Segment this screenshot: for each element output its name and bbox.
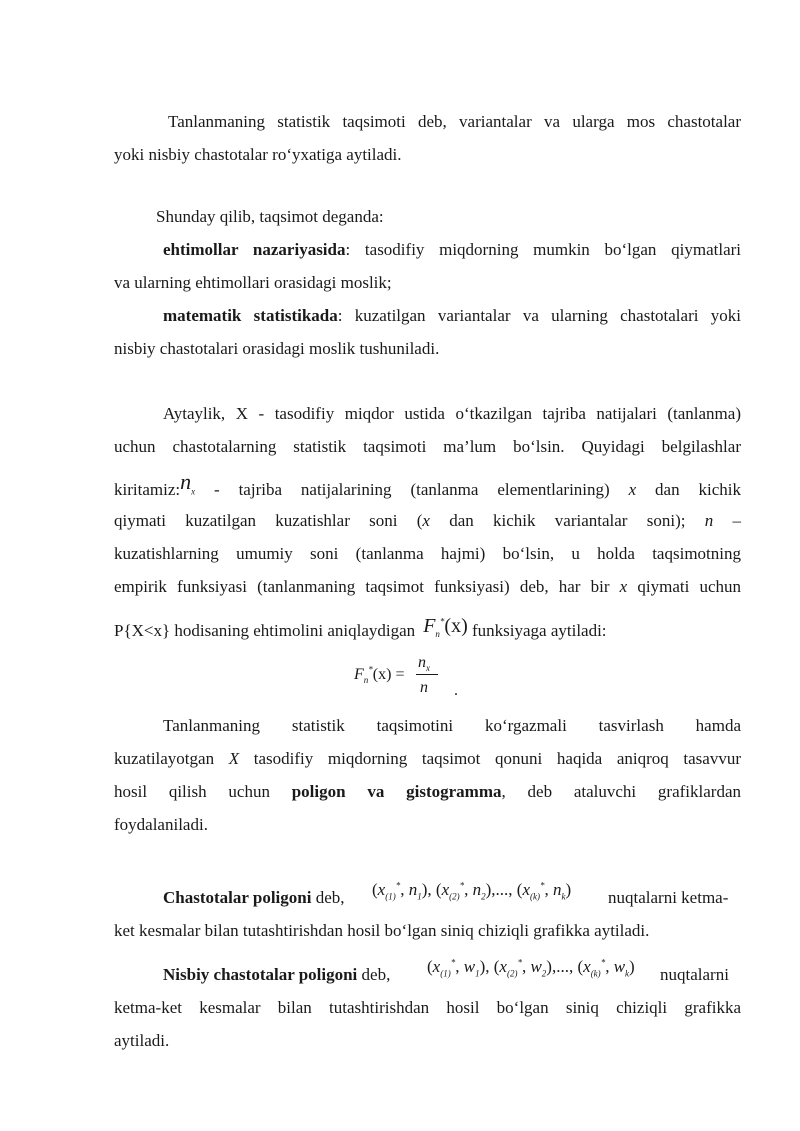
- paragraph-8-line-2: [114, 998, 741, 1018]
- text: empirik funksiyasi (tanlanmaning taqsimot funksiyasi) deb, har bir: [114, 577, 620, 596]
- paragraph-4-line-2: [114, 339, 439, 359]
- text: nuqtalarni: [660, 965, 729, 984]
- relative-frequency-points: ($x_{(1)}^*$, $w_1$), ($x_{(2)}^*$, $w_2$),..., ($x_{(k)}^*$, $w_k$): [427, 957, 635, 979]
- paragraph-3-line-2: [114, 273, 392, 293]
- text: ket kesmalar bilan tutashtirishdan hosil bo‘lgan siniq chiziqli grafikka aytiladi.: [114, 921, 650, 940]
- text: deb,: [357, 965, 391, 984]
- var-x: x: [422, 511, 430, 530]
- text: aytiladi.: [114, 1031, 170, 1050]
- bold-term: ehtimollar nazariyasida: [163, 240, 346, 259]
- text: kuzatilayotgan: [114, 749, 229, 768]
- fraction-bar: [416, 674, 438, 675]
- var-n: n: [704, 511, 714, 530]
- bold-term: Nisbiy chastotalar poligoni: [163, 965, 358, 984]
- text: : kuzatilgan variantalar va ularning chastotalari yoki: [337, 306, 741, 325]
- var-x: x: [619, 577, 628, 596]
- text: dan kichik: [636, 480, 741, 499]
- text: P{X<x} hodisaning ehtimolini aniqlaydigan: [114, 621, 416, 640]
- paragraph-7-line-1-end: [608, 888, 728, 908]
- paragraph-5-line-4: [114, 511, 741, 531]
- paragraph-1-line-2: [114, 145, 402, 165]
- paragraph-7-line-2: [114, 921, 649, 941]
- text: Tanlanmaning statistik taqsimotini ko‘rgazmali tasvirlash hamda: [163, 716, 741, 735]
- frequency-points: ($x_{(1)}^*$, $n_1$), ($x_{(2)}^*$, $n_2$),..., ($x_{(k)}^*$, $n_k$): [372, 880, 572, 902]
- text: Aytaylik, X - tasodifiy miqdor ustida o‘tkazilgan tajriba natijalari (tanlanma): [163, 404, 741, 423]
- paragraph-6-line-1: [163, 716, 741, 736]
- paragraph-6-line-3: [114, 782, 741, 802]
- formula-lhs: $F_n^*(x)$ =: [354, 664, 405, 686]
- text: foydalaniladi.: [114, 815, 208, 834]
- bold-term: poligon va gistogramma: [291, 782, 502, 801]
- text: qiymati uchun: [627, 577, 742, 596]
- text: kuzatishlarning umumiy soni (tanlanma hajmi) bo‘lsin, u holda taqsimotning: [114, 544, 741, 563]
- text: funksiyaga aytiladi:: [467, 621, 607, 640]
- text: kiritamiz:: [114, 480, 181, 499]
- paragraph-6-line-2: [114, 749, 741, 769]
- formula-period: .: [454, 682, 458, 699]
- text: dan kichik variantalar soni);: [429, 511, 705, 530]
- paragraph-1-line-1: [168, 112, 741, 132]
- paragraph-5-line-5: [114, 544, 741, 564]
- text: qiymati kuzatilgan kuzatishlar soni (: [114, 511, 423, 530]
- text: , deb ataluvchi grafiklardan: [501, 782, 741, 801]
- paragraph-3-line-1: [163, 240, 741, 260]
- paragraph-5-line-3: [114, 469, 741, 500]
- paragraph-8-line-3: [114, 1031, 169, 1051]
- paragraph-2-line-1: [156, 207, 384, 227]
- paragraph-8-line-1-end: [660, 965, 729, 985]
- text: Tanlanmaning statistik taqsimoti deb, variantalar va ularga mos chastotalar: [168, 112, 741, 131]
- formula-numerator: $n_x$: [418, 654, 430, 674]
- empirical-function-symbol: $F_n^*(x)$: [423, 615, 468, 639]
- paragraph-6-line-4: [114, 815, 208, 835]
- text: deb,: [311, 888, 345, 907]
- formula-denominator: n: [420, 679, 428, 696]
- paragraph-5-line-1: [163, 404, 741, 424]
- text: uchun chastotalarning statistik taqsimoti ma’lum bo‘lsin. Quyidagi belgilashlar: [114, 437, 741, 456]
- text: tasodifiy miqdorning taqsimot qonuni haqida aniqroq tasavvur: [239, 749, 741, 768]
- paragraph-5-line-2: [114, 437, 741, 457]
- paragraph-5-line-6: [114, 577, 741, 597]
- text: - tajriba natijalarining (tanlanma elementlarining): [195, 480, 629, 499]
- bold-term: matematik statistikada: [163, 306, 338, 325]
- paragraph-4-line-1: [163, 306, 741, 326]
- var-X: X: [228, 749, 240, 768]
- text: Shunday qilib, taqsimot deganda:: [156, 207, 384, 226]
- text: hosil qilish uchun: [114, 782, 292, 801]
- bold-term: Chastotalar poligoni: [163, 888, 312, 907]
- text: nisbiy chastotalari orasidagi moslik tushuniladi.: [114, 339, 440, 358]
- text: ketma-ket kesmalar bilan tutashtirishdan hosil bo‘lgan siniq chiziqli grafikka: [114, 998, 741, 1017]
- nx-symbol: $n_x$: [180, 469, 196, 497]
- text: yoki nisbiy chastotalar ro‘yxatiga aytiladi.: [114, 145, 402, 164]
- paragraph-7-line-1: [163, 888, 345, 908]
- text: –: [713, 511, 742, 530]
- text: nuqtalarni ketma-: [608, 888, 729, 907]
- text: : tasodifiy miqdorning mumkin bo‘lgan qiymatlari: [345, 240, 742, 259]
- paragraph-5-line-7: [114, 615, 607, 641]
- var-x: x: [628, 480, 637, 499]
- paragraph-8-line-1: [163, 965, 390, 985]
- text: va ularning ehtimollari orasidagi moslik;: [114, 273, 392, 292]
